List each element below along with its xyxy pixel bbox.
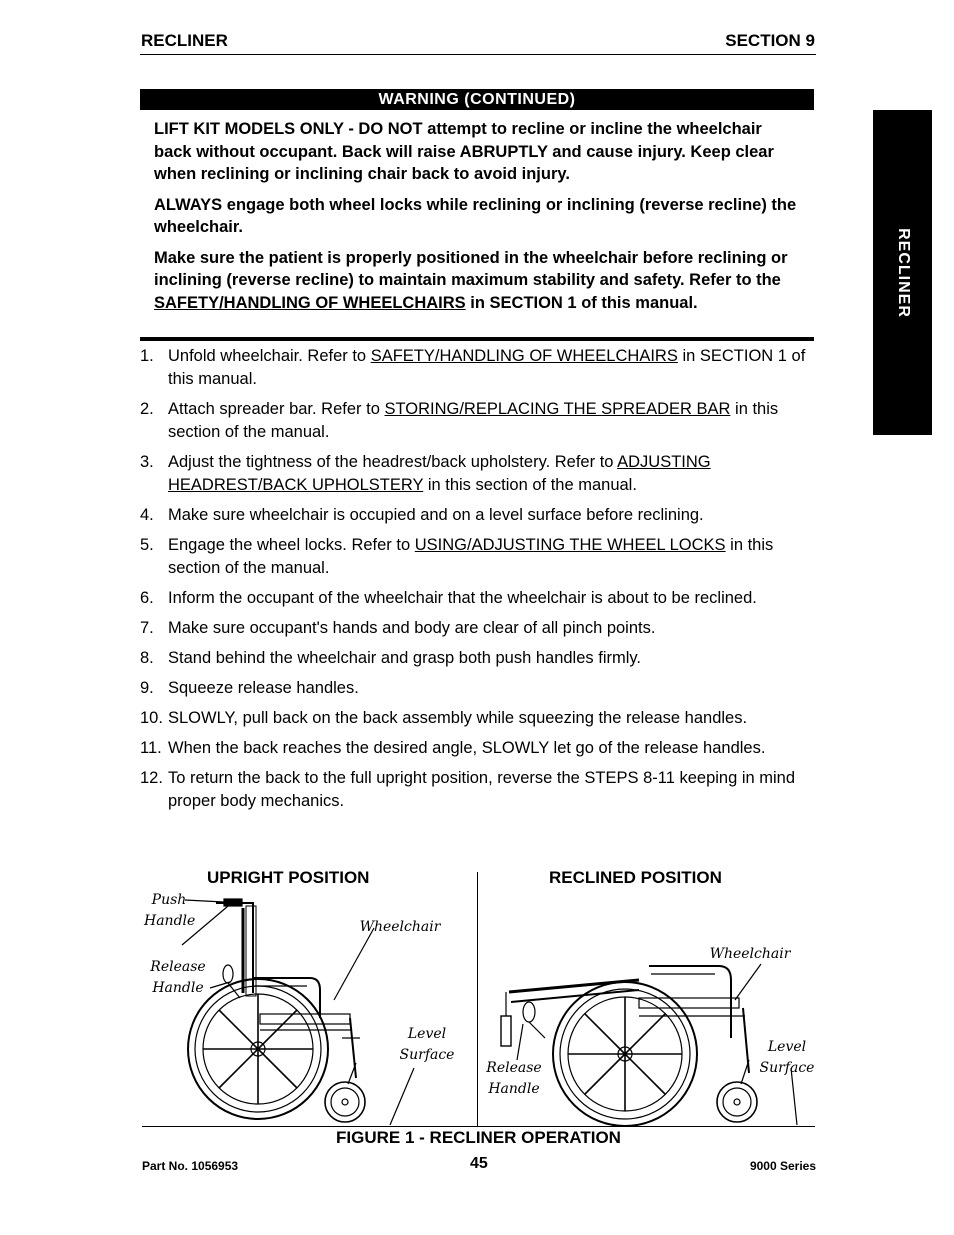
warning-body [154,118,804,322]
warning-lead: LIFT KIT MODELS ONLY - DO NOT [154,120,423,138]
steps-list [140,345,816,820]
step-number: 5. [140,536,154,554]
step-item [140,345,816,391]
callout-line: Handle [144,913,196,929]
warning-text: attempt to recline or incline the wheelchair back without occupant. Back will raise [154,120,762,161]
callout-line: Surface [759,1060,815,1076]
page-number: 45 [470,1155,488,1172]
step-reference-link[interactable]: SAFETY/HANDLING OF WHEELCHAIRS [370,347,678,365]
step-item [140,647,816,670]
callout-line: Handle [488,1081,540,1097]
footer-series: 9000 Series [749,1159,816,1173]
callout-line: Release [150,959,206,975]
step-number: 6. [140,589,154,607]
step-text: in this section of the manual. [168,536,774,577]
step-number: 11. [140,739,162,757]
step-text: Squeeze release handles. [168,679,359,697]
step-item [140,534,816,580]
callout-line: Release [486,1060,542,1076]
header-section-number: SECTION 9 [725,31,815,50]
warning-rule [140,337,814,341]
step-item [140,737,816,760]
warning-paragraph [154,247,804,315]
warning-paragraph [154,118,804,186]
step-number: 8. [140,649,154,667]
step-text: Engage the wheel locks. Refer to [168,536,411,554]
step-text: Unfold wheelchair. Refer to [168,347,367,365]
step-item [140,587,816,610]
push-handle-callout [144,890,194,932]
step-item [140,617,816,640]
step-item [140,677,816,700]
step-text: in this section of the manual. [427,476,637,494]
reclined-position-title: RECLINED POSITION [549,868,722,887]
step-text: When the back reaches the desired angle, SLOWLY let go of the release handles. [168,739,766,757]
warning-reference-link[interactable]: SAFETY/HANDLING OF WHEELCHAIRS [154,293,466,312]
step-text: Attach spreader bar. Refer to [168,400,380,418]
step-text: SLOWLY, pull back on the back assembly while squeezing the release handles. [168,709,748,727]
step-number: 2. [140,400,154,418]
side-tab [873,110,932,435]
figure-rule [142,1126,815,1127]
release-handle-callout [486,1058,542,1100]
step-text: Make sure occupant's hands and body are clear of all pinch points. [168,619,656,637]
step-item [140,767,816,813]
wheelchair-callout: Wheelchair [709,946,791,962]
upright-position-title: UPRIGHT POSITION [207,868,370,887]
step-number: 12. [140,769,163,787]
header-rule [140,54,816,55]
step-reference-link[interactable]: USING/ADJUSTING THE WHEEL LOCKS [414,536,726,554]
step-number: 3. [140,453,154,471]
step-number: 7. [140,619,154,637]
step-item [140,504,816,527]
step-item [140,398,816,444]
callout-line: Handle [152,980,204,996]
warning-text: and cause injury. Keep clear when reclining or inclining chair back to avoid injury. [154,142,774,183]
side-tab-label: RECLINER [894,227,912,318]
warning-title: WARNING (CONTINUED) [140,89,814,110]
step-text: Stand behind the wheelchair and grasp both push handles firmly. [168,649,641,667]
warning-lead: ALWAYS [154,195,223,214]
step-text: To return the back to the full upright position, reverse the STEPS 8-11 keeping in mind proper body mechanics. [168,769,796,810]
step-text: Adjust the tightness of the headrest/back upholstery. Refer to [168,453,614,471]
step-number: 4. [140,506,154,524]
step-text: Inform the occupant of the wheelchair that the wheelchair is about to be reclined. [168,589,757,607]
warning-emphasis: ABRUPTLY [459,142,548,161]
step-reference-link[interactable]: ADJUSTING HEADREST/BACK UPHOLSTERY [168,453,711,494]
callout-line: Level [767,1039,807,1055]
level-surface-callout [758,1037,816,1079]
warning-paragraph [154,194,804,239]
callout-line: Surface [399,1047,455,1063]
header-section-name: RECLINER [141,31,228,50]
step-text: in this section of the manual. [168,400,779,441]
footer-part-number: Part No. 1056953 [142,1159,239,1173]
warning-text: Make sure the patient is properly positioned in the wheelchair before reclining or inclining (reverse recline) to maintain maximum stability and safety. Refer to the [154,248,788,289]
step-item [140,451,816,497]
warning-text: engage both wheel locks while reclining or inclining (reverse recline) the wheelchair. [154,195,797,236]
callout-line: Level [407,1026,447,1042]
level-surface-callout [398,1024,456,1066]
step-item [140,707,816,730]
callout-line: Push [151,892,187,908]
step-number: 1. [140,347,154,365]
figure-divider [477,872,478,1126]
step-text: Make sure wheelchair is occupied and on a level surface before reclining. [168,506,704,524]
step-number: 9. [140,679,154,697]
release-handle-callout [150,957,206,999]
warning-text: in SECTION 1 of this manual. [470,293,698,312]
step-number: 10. [140,709,163,727]
figure-caption: FIGURE 1 - RECLINER OPERATION [336,1128,621,1147]
step-reference-link[interactable]: STORING/REPLACING THE SPREADER BAR [384,400,731,418]
wheelchair-callout: Wheelchair [359,919,441,935]
step-text: in SECTION 1 of this manual. [168,347,806,388]
